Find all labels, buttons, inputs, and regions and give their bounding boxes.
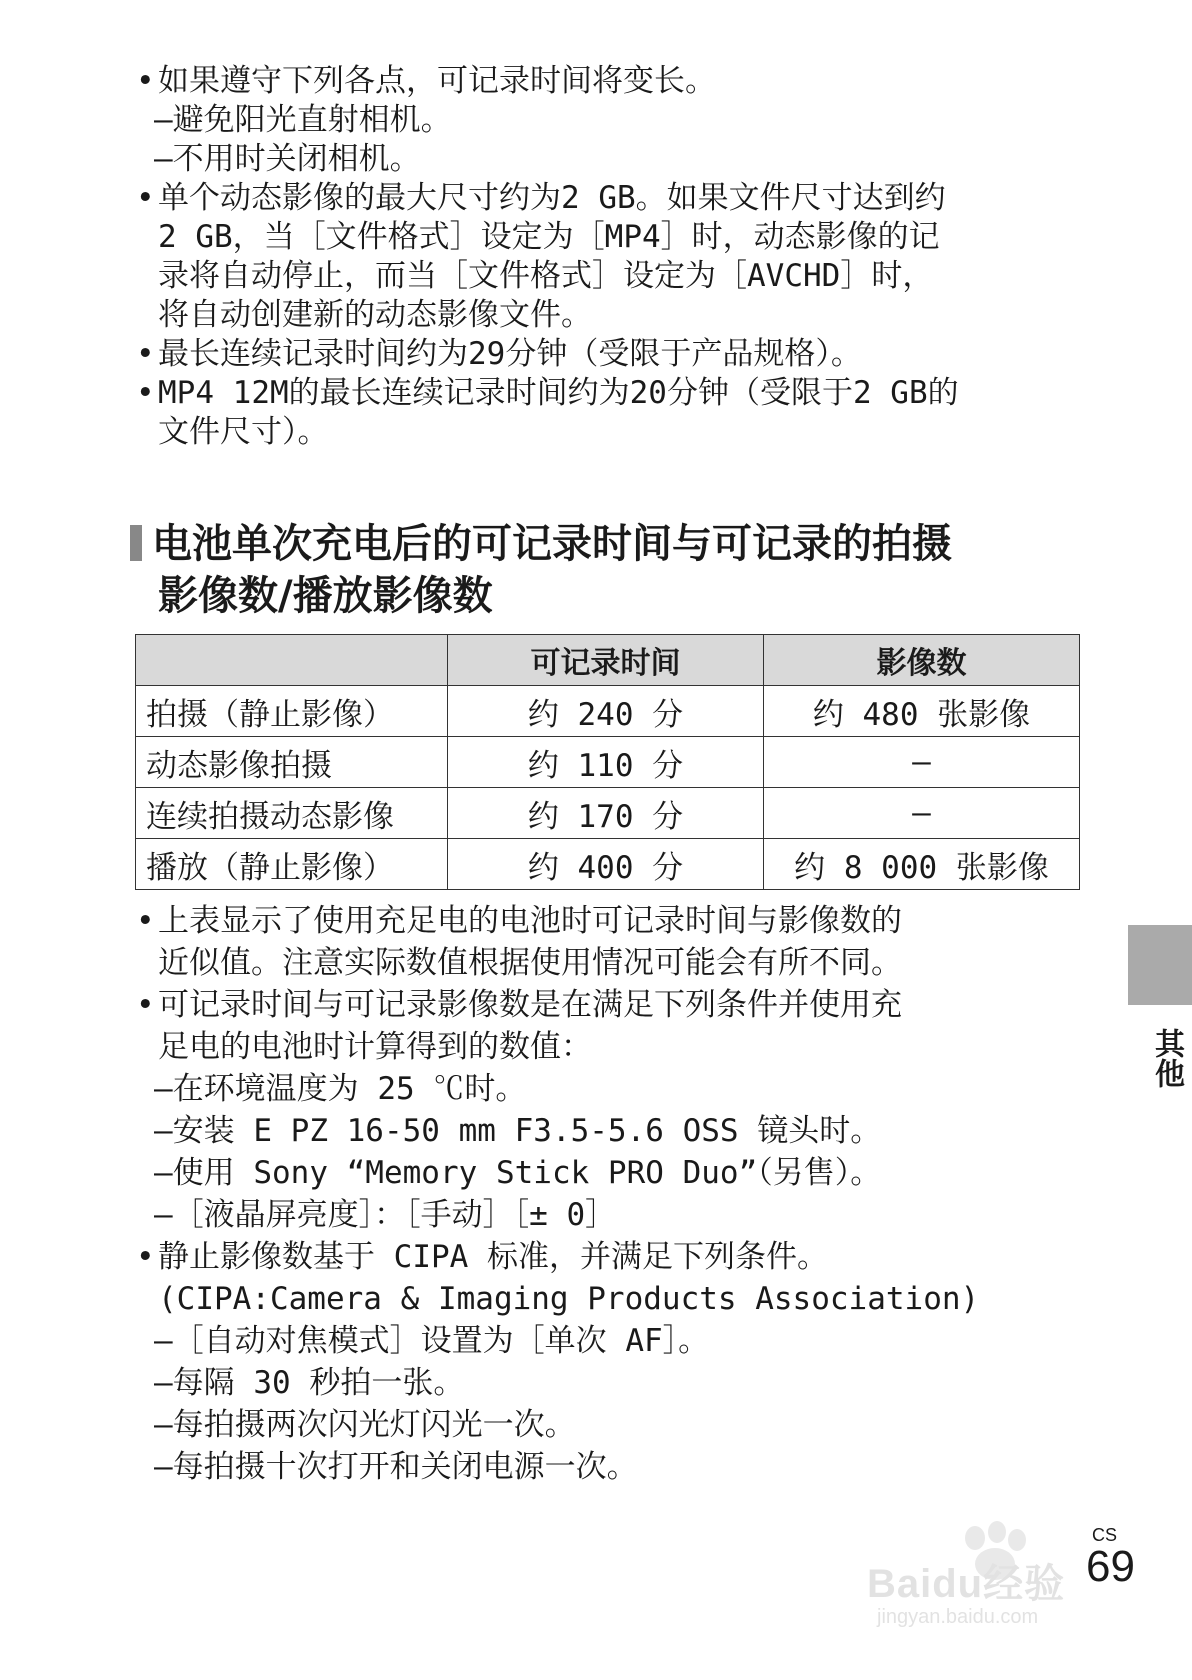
heading-line-1: 电池单次充电后的可记录时间与可记录的拍摄 xyxy=(152,521,952,567)
page-number: 69 xyxy=(1086,1542,1135,1591)
note-subitem: –［液晶屏亮度］：［手动］［± 0］ xyxy=(154,1197,617,1233)
note-subitem: –每拍摄十次打开和关闭电源一次。 xyxy=(154,1449,638,1485)
row-label: 拍摄（静止影像） xyxy=(136,686,448,737)
note-item: • 最长连续记录时间约为29分钟（受限于产品规格）。 xyxy=(130,335,1070,374)
row-images: 约 8 000 张影像 xyxy=(764,839,1080,890)
note-subitem: –使用 Sony “Memory Stick PRO Duo”（另售）。 xyxy=(154,1155,882,1191)
baidu-watermark xyxy=(855,1518,1095,1638)
note-subitem: –不用时关闭相机。 xyxy=(154,141,421,177)
note-continuation: 将自动创建新的动态影像文件。 xyxy=(158,297,592,333)
table-row xyxy=(136,788,1080,839)
note-subitem: –［自动对焦模式］设置为［单次 AF］。 xyxy=(154,1323,710,1359)
note-continuation: 2 GB，当［文件格式］设定为［MP4］时，动态影像的记 xyxy=(158,219,940,255)
heading-marker-icon xyxy=(130,525,142,561)
note-continuation: (CIPA:Camera & Imaging Products Association) xyxy=(158,1281,980,1317)
row-time: 约 110 分 xyxy=(448,737,764,788)
watermark-url: jingyan.baidu.com xyxy=(877,1606,1039,1628)
table-row xyxy=(136,839,1080,890)
watermark-text: Baidu经验 xyxy=(867,1562,1066,1606)
row-images: – xyxy=(764,788,1080,839)
side-tab-marker xyxy=(1128,925,1192,1005)
note-item: • 可记录时间与可记录影像数是在满足下列条件并使用充 xyxy=(130,984,1090,1026)
page-language-code: CS xyxy=(1092,1525,1118,1545)
note-continuation: 近似值。注意实际数值根据使用情况可能会有所不同。 xyxy=(158,945,902,981)
battery-table xyxy=(135,634,1080,890)
row-label: 动态影像拍摄 xyxy=(136,737,448,788)
note-continuation: 文件尺寸）。 xyxy=(158,414,329,450)
bottom-notes xyxy=(130,900,1090,1488)
side-tab-label: 其他 xyxy=(1149,1028,1184,1088)
note-subitem: –避免阳光直射相机。 xyxy=(154,102,452,138)
note-item: • 上表显示了使用充足电的电池时可记录时间与影像数的 xyxy=(130,900,1090,942)
row-label: 连续拍摄动态影像 xyxy=(136,788,448,839)
row-time: 约 170 分 xyxy=(448,788,764,839)
row-time: 约 400 分 xyxy=(448,839,764,890)
heading-line-2: 影像数/播放影像数 xyxy=(158,573,493,619)
note-subitem: –在环境温度为 25 ℃时。 xyxy=(154,1071,527,1107)
note-item: • MP4 12M的最长连续记录时间约为20分钟（受限于2 GB的 xyxy=(130,374,1070,413)
note-subitem: –每拍摄两次闪光灯闪光一次。 xyxy=(154,1407,576,1443)
header-cell-images: 影像数 xyxy=(764,635,1080,686)
header-cell-empty xyxy=(136,635,448,686)
row-images: – xyxy=(764,737,1080,788)
note-subitem: –安装 E PZ 16-50 mm F3.5-5.6 OSS 镜头时。 xyxy=(154,1113,882,1149)
top-notes xyxy=(130,62,1070,452)
row-time: 约 240 分 xyxy=(448,686,764,737)
table-row xyxy=(136,737,1080,788)
row-images: 约 480 张影像 xyxy=(764,686,1080,737)
note-continuation: 足电的电池时计算得到的数值： xyxy=(158,1029,592,1065)
note-item: • 单个动态影像的最大尺寸约为2 GB。如果文件尺寸达到约 xyxy=(130,179,1070,218)
note-item: • 如果遵守下列各点，可记录时间将变长。 xyxy=(130,62,1070,101)
table-header-row xyxy=(136,635,1080,686)
note-subitem: –每隔 30 秒拍一张。 xyxy=(154,1365,465,1401)
row-label: 播放（静止影像） xyxy=(136,839,448,890)
note-item: • 静止影像数基于 CIPA 标准，并满足下列条件。 xyxy=(130,1236,1090,1278)
table-row xyxy=(136,686,1080,737)
header-cell-time: 可记录时间 xyxy=(448,635,764,686)
section-heading xyxy=(130,518,1110,622)
note-continuation: 录将自动停止，而当［文件格式］设定为［AVCHD］时， xyxy=(158,258,934,294)
